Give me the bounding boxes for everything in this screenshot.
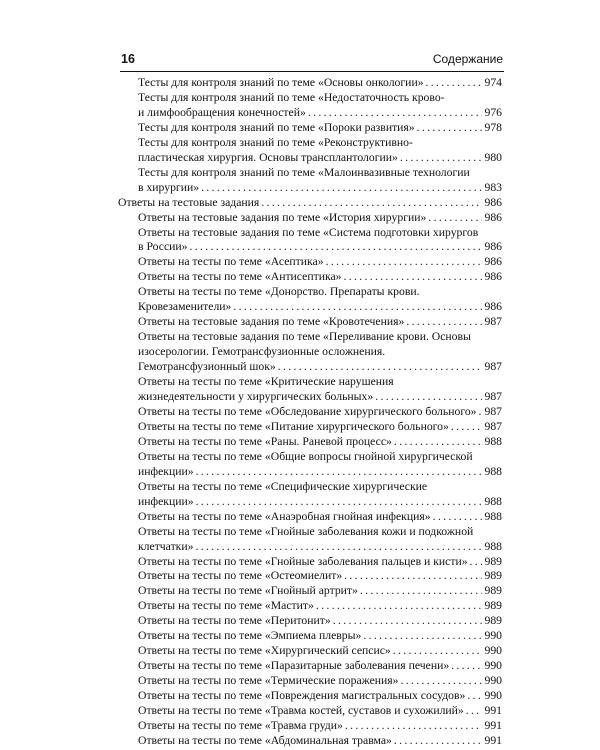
toc-entry-page: 987 [484, 404, 502, 418]
dot-leader [394, 435, 482, 450]
dot-leader [345, 719, 482, 734]
toc-entry-page: 986 [484, 255, 502, 269]
toc-entry-title: Тесты для контроля знаний по теме «Пороки развития» [138, 120, 415, 134]
dot-leader [233, 300, 482, 315]
toc-entry [118, 196, 502, 211]
toc-entry [118, 510, 502, 525]
toc-entry [118, 420, 502, 435]
toc-entry-page: 987 [484, 419, 502, 433]
toc-entry [118, 255, 502, 270]
toc-entry-page: 987 [484, 315, 502, 329]
toc-entry [118, 136, 502, 166]
toc-entry-page: 991 [484, 733, 502, 747]
dot-leader [316, 599, 482, 614]
toc-entry [118, 734, 502, 749]
toc-entry [118, 166, 502, 196]
toc-entry-page: 980 [484, 150, 502, 164]
toc-entry [118, 330, 502, 375]
toc-entry-page: 990 [484, 689, 502, 703]
dot-leader [196, 495, 482, 510]
toc-entry-page: 986 [484, 270, 502, 284]
toc-entry-title: в России» [138, 240, 188, 254]
toc-entry-page: 990 [484, 674, 502, 688]
dot-leader [406, 315, 482, 330]
toc-entry-title: Ответы на тесты по теме «Раны. Раневой процесс» [138, 434, 392, 448]
toc-entry [118, 270, 502, 285]
dot-leader [451, 659, 482, 674]
section-title: Содержание [432, 52, 503, 66]
dot-leader [308, 106, 482, 121]
toc-entry-title: инфекции» [138, 464, 194, 478]
toc-entry-title: клетчатки» [138, 539, 194, 553]
toc-entry [118, 614, 502, 629]
toc-entry-title: Ответы на тестовые задания по теме «Кровотечения» [138, 315, 405, 329]
dot-leader [261, 196, 482, 211]
toc-entry [118, 450, 502, 480]
toc-entry-title: Ответы на тесты по теме «Критические нарушения [138, 375, 394, 389]
toc-entry-page: 987 [484, 360, 502, 374]
toc-entry [118, 719, 502, 734]
toc-entry-title: Ответы на тесты по теме «Питание хирургического больного» [138, 419, 449, 433]
dot-leader [326, 255, 482, 270]
toc-entry [118, 405, 502, 420]
dot-leader [433, 510, 482, 525]
toc-entry-title: Ответы на тесты по теме «Эмпиема плевры» [138, 629, 362, 643]
dot-leader [428, 211, 482, 226]
toc-entry-page: 989 [484, 584, 502, 598]
page-number: 16 [121, 52, 135, 66]
toc-entry-page: 986 [484, 240, 502, 254]
dot-leader [400, 151, 482, 166]
toc-entry [118, 659, 502, 674]
dot-leader [344, 569, 482, 584]
toc-entry-page: 988 [484, 509, 502, 523]
toc-entry-title: пластическая хирургия. Основы трансплантологии» [138, 150, 398, 164]
dot-leader [451, 420, 482, 435]
dot-leader [333, 614, 482, 629]
toc-entry-title: Ответы на тесты по теме «Гнойные заболевания кожи и подкожной [138, 524, 474, 538]
toc-entry [118, 211, 502, 226]
dot-leader [363, 629, 482, 644]
toc-entry-title: Тесты для контроля знаний по теме «Реконструктивно- [138, 135, 413, 149]
toc-entry-title: инфекции» [138, 494, 194, 508]
toc-entry-title: Гемотрансфузионный шок» [138, 360, 276, 374]
toc-entry-title: Ответы на тесты по теме «Абдоминальная травма» [138, 733, 392, 747]
toc-entry-title: Ответы на тестовые задания [118, 195, 260, 209]
toc-entry-page: 974 [484, 76, 502, 89]
dot-leader [190, 240, 482, 255]
toc-entry-title: Ответы на тесты по теме «Перитонит» [138, 614, 331, 628]
dot-leader [426, 76, 482, 91]
toc-entry-page: 987 [484, 390, 502, 404]
toc-entry-title: Ответы на тестовые задания по теме «Переливание крови. Основы [138, 330, 471, 344]
toc-entry-page: 990 [484, 629, 502, 643]
toc-entry-page: 983 [484, 180, 502, 194]
toc-entry-page: 986 [484, 300, 502, 314]
table-of-contents [118, 76, 502, 749]
toc-entry-page: 991 [484, 718, 502, 732]
toc-entry-title: Ответы на тесты по теме «Хирургический сепсис» [138, 644, 391, 658]
toc-entry-page: 988 [484, 494, 502, 508]
toc-entry-title: Ответы на тесты по теме «Анаэробная гнойная инфекция» [138, 509, 431, 523]
toc-entry-title: в хирургии» [138, 180, 200, 194]
toc-entry-page: 989 [484, 599, 502, 613]
toc-entry-title: изосерологии. Гемотрансфузионные осложнения. [138, 345, 386, 359]
dot-leader [401, 674, 482, 689]
toc-entry-page: 988 [484, 539, 502, 553]
toc-entry [118, 644, 502, 659]
toc-entry-title: Ответы на тесты по теме «Специфические хирургические [138, 479, 428, 493]
dot-leader [393, 644, 482, 659]
toc-entry-title: Ответы на тесты по теме «Остеомиелит» [138, 569, 343, 583]
toc-entry [118, 435, 502, 450]
toc-entry-title: Ответы на тесты по теме «Термические поражения» [138, 674, 399, 688]
toc-entry-title: Ответы на тесты по теме «Общие вопросы гнойной хирургической [138, 449, 473, 463]
toc-entry-title: Ответы на тесты по теме «Травма костей, суставов и сухожилий» [138, 704, 464, 718]
toc-entry-title: Тесты для контроля знаний по теме «Основы онкологии» [138, 76, 424, 89]
toc-entry-page: 991 [484, 704, 502, 718]
toc-entry-page: 978 [484, 120, 502, 134]
toc-entry-page: 990 [484, 659, 502, 673]
dot-leader [278, 360, 482, 375]
toc-entry-title: Ответы на тесты по теме «Асептика» [138, 255, 324, 269]
dot-leader [470, 555, 482, 570]
dot-leader [360, 584, 482, 599]
toc-entry-title: Тесты для контроля знаний по теме «Недостаточность крово- [138, 90, 445, 104]
toc-entry [118, 584, 502, 599]
toc-entry [118, 480, 502, 510]
toc-entry-title: Ответы на тесты по теме «Повреждения магистральных сосудов» [138, 689, 466, 703]
toc-entry-title: жизнедеятельности у хирургических больных» [138, 390, 374, 404]
dot-leader [466, 704, 482, 719]
toc-entry-title: Ответы на тесты по теме «Мастит» [138, 599, 314, 613]
dot-leader [375, 390, 482, 405]
toc-entry [118, 375, 502, 405]
toc-entry [118, 525, 502, 555]
toc-entry [118, 629, 502, 644]
toc-entry-title: Тесты для контроля знаний по теме «Малоинвазивные технологии [138, 165, 470, 179]
toc-entry-title: Ответы на тесты по теме «Травма груди» [138, 718, 343, 732]
toc-entry [118, 704, 502, 719]
toc-entry-title: и лимфообращения конечностей» [138, 105, 306, 119]
toc-entry [118, 226, 502, 256]
toc-entry-page: 989 [484, 614, 502, 628]
toc-entry [118, 285, 502, 315]
dot-leader [479, 405, 482, 420]
toc-entry-page: 988 [484, 464, 502, 478]
toc-entry [118, 315, 502, 330]
dot-leader [343, 270, 482, 285]
toc-entry-page: 989 [484, 569, 502, 583]
toc-entry [118, 76, 502, 91]
dot-leader [417, 121, 482, 136]
toc-entry-page: 989 [484, 554, 502, 568]
toc-entry [118, 599, 502, 614]
toc-entry-title: Ответы на тесты по теме «Гнойный артрит» [138, 584, 358, 598]
dot-leader [196, 465, 482, 480]
toc-entry-title: Ответы на тесты по теме «Антисептика» [138, 270, 342, 284]
toc-entry-page: 988 [484, 434, 502, 448]
dot-leader [467, 689, 482, 704]
toc-entry-page: 986 [484, 195, 502, 209]
toc-entry [118, 555, 502, 570]
dot-leader [201, 181, 482, 196]
toc-entry [118, 569, 502, 584]
toc-entry [118, 674, 502, 689]
dot-leader [394, 734, 482, 749]
toc-entry-page: 990 [484, 644, 502, 658]
toc-entry-title: Ответы на тесты по теме «Паразитарные заболевания печени» [138, 659, 450, 673]
toc-entry-title: Ответы на тесты по теме «Гнойные заболевания пальцев и кисти» [138, 554, 468, 568]
toc-entry-title: Ответы на тестовые задания по теме «Система подготовки хирургов [138, 225, 479, 239]
toc-entry [118, 689, 502, 704]
toc-entry-title: Ответы на тестовые задания по теме «История хирургии» [138, 210, 427, 224]
dot-leader [195, 540, 482, 555]
toc-entry-title: Ответы на тесты по теме «Обследование хирургического больного» [138, 404, 477, 418]
running-header [120, 47, 504, 72]
toc-entry-title: Ответы на тесты по теме «Донорство. Препараты крови. [138, 285, 420, 299]
toc-entry [118, 121, 502, 136]
toc-entry-title: Кровезаменители» [138, 300, 232, 314]
toc-entry-page: 986 [484, 210, 502, 224]
toc-entry-page: 976 [484, 105, 502, 119]
toc-entry [118, 91, 502, 121]
